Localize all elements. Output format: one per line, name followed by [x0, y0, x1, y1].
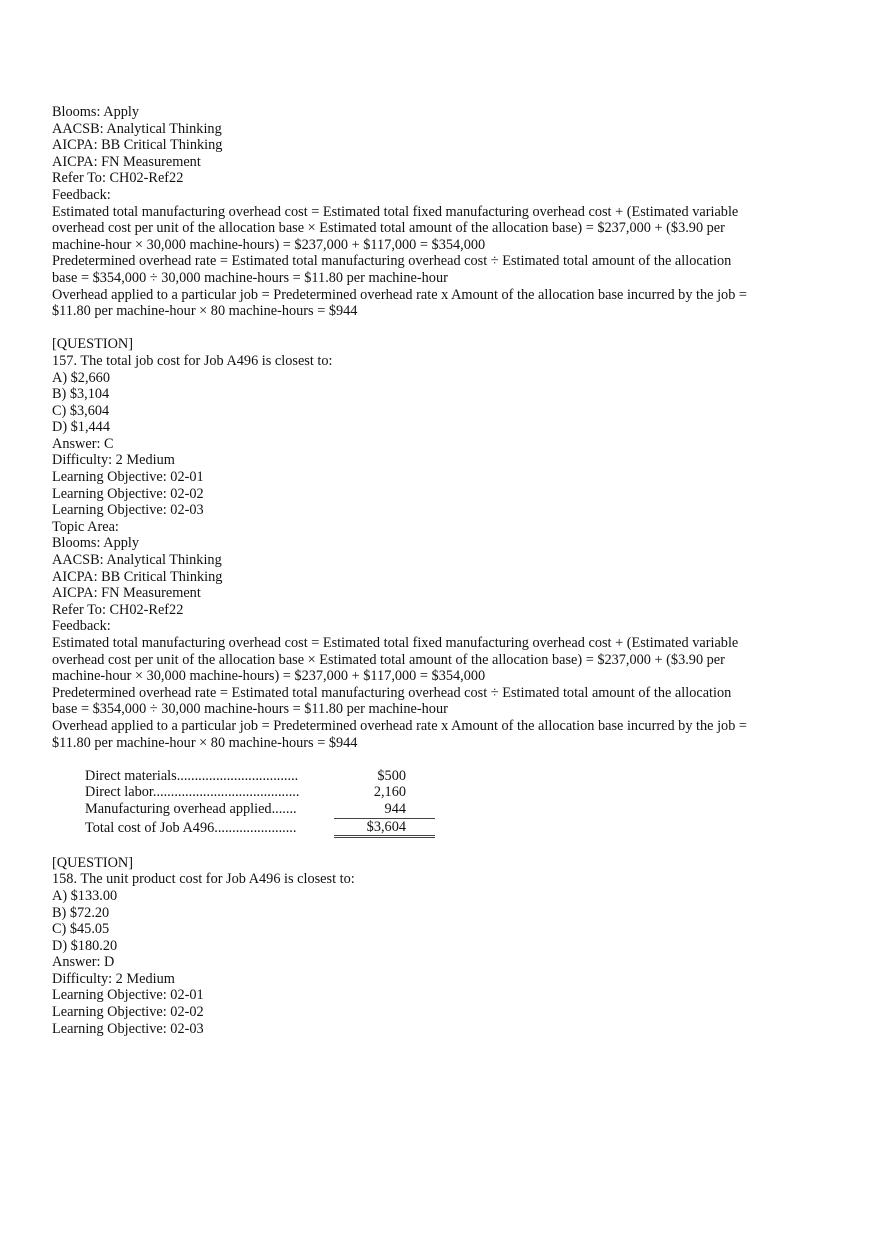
question-tag: [QUESTION] — [52, 854, 133, 871]
feedback-line: Estimated total manufacturing overhead cost = Estimated total fixed manufacturing overhead cost + (Estimated variable — [52, 203, 739, 220]
meta-line: Refer To: CH02-Ref22 — [52, 170, 184, 187]
question-158 — [52, 855, 842, 1038]
learning-objective: Learning Objective: 02-01 — [52, 987, 204, 1004]
cost-amount: 2,160 — [373, 784, 406, 801]
table-row-total — [85, 818, 435, 837]
cost-amount: 944 — [334, 801, 435, 818]
meta-line: AICPA: FN Measurement — [52, 153, 201, 170]
option-d: D) $180.20 — [52, 937, 118, 954]
meta-line: AICPA: BB Critical Thinking — [52, 137, 223, 154]
question-text: 157. The total job cost for Job A496 is closest to: — [52, 352, 333, 369]
feedback-line: machine-hour × 30,000 machine-hours) = $237,000 + $117,000 = $354,000 — [52, 668, 486, 685]
feedback-line: Predetermined overhead rate = Estimated total manufacturing overhead cost ÷ Estimated total amount of the allocation — [52, 253, 732, 270]
question-tag: [QUESTION] — [52, 336, 133, 353]
cost-total-amount: $3,604 — [334, 818, 435, 837]
feedback-line: $11.80 per machine-hour × 80 machine-hours = $944 — [52, 734, 358, 751]
option-c: C) $3,604 — [52, 402, 110, 419]
learning-objective: Learning Objective: 02-02 — [52, 485, 204, 502]
cost-label: Manufacturing overhead applied....... — [85, 801, 297, 818]
feedback-line: overhead cost per unit of the allocation base × Estimated total amount of the allocation base) = $237,000 + ($3.90 per — [52, 651, 725, 668]
meta-line: Topic Area: — [52, 518, 119, 535]
feedback-line: base = $354,000 ÷ 30,000 machine-hours = $11.80 per machine-hour — [52, 269, 448, 286]
meta-line: Refer To: CH02-Ref22 — [52, 601, 184, 618]
feedback-line: Estimated total manufacturing overhead cost = Estimated total fixed manufacturing overhead cost + (Estimated variable — [52, 635, 739, 651]
difficulty: Difficulty: 2 Medium — [52, 970, 175, 987]
spacer — [52, 751, 842, 768]
document-page — [52, 104, 842, 1037]
spacer — [52, 320, 842, 337]
feedback-line: machine-hour × 30,000 machine-hours) = $237,000 + $117,000 = $354,000 — [52, 236, 486, 253]
spacer — [52, 838, 842, 855]
option-b: B) $72.20 — [52, 904, 110, 921]
meta-line: AACSB: Analytical Thinking — [52, 120, 222, 137]
answer: Answer: D — [52, 954, 115, 971]
question-text: 158. The unit product cost for Job A496 is closest to: — [52, 871, 355, 888]
meta-line: AICPA: FN Measurement — [52, 585, 201, 602]
meta-line: AICPA: BB Critical Thinking — [52, 568, 223, 585]
feedback-line: base = $354,000 ÷ 30,000 machine-hours = $11.80 per machine-hour — [52, 701, 448, 718]
meta-line: Blooms: Apply — [52, 104, 139, 120]
option-a: A) $133.00 — [52, 887, 118, 904]
cost-label: Direct materials.................................. — [85, 767, 299, 784]
feedback-line: Predetermined overhead rate = Estimated total manufacturing overhead cost ÷ Estimated total amount of the allocation — [52, 684, 732, 701]
meta-line: Feedback: — [52, 618, 111, 635]
cost-label: Total cost of Job A496....................... — [85, 820, 297, 837]
feedback-line: $11.80 per machine-hour × 80 machine-hours = $944 — [52, 303, 358, 320]
prev-question-feedback — [52, 204, 842, 320]
difficulty: Difficulty: 2 Medium — [52, 452, 175, 469]
feedback-line: Overhead applied to a particular job = Predetermined overhead rate x Amount of the allocation base incurred by the job = — [52, 717, 747, 734]
option-d: D) $1,444 — [52, 419, 110, 436]
table-row — [85, 801, 435, 818]
option-b: B) $3,104 — [52, 386, 110, 403]
option-c: C) $45.05 — [52, 921, 110, 938]
table-row — [85, 784, 435, 801]
learning-objective: Learning Objective: 02-03 — [52, 1020, 204, 1037]
meta-line: AACSB: Analytical Thinking — [52, 552, 222, 569]
table-row — [85, 768, 435, 785]
learning-objective: Learning Objective: 02-02 — [52, 1004, 204, 1021]
question-157 — [52, 336, 842, 838]
job-cost-table — [85, 768, 435, 838]
learning-objective: Learning Objective: 02-03 — [52, 502, 204, 519]
cost-amount: $500 — [377, 767, 406, 784]
meta-line: Feedback: — [52, 186, 111, 203]
feedback-line: overhead cost per unit of the allocation base × Estimated total amount of the allocation base) = $237,000 + ($3.90 per — [52, 220, 725, 237]
learning-objective: Learning Objective: 02-01 — [52, 469, 204, 486]
prev-question-meta — [52, 104, 842, 204]
option-a: A) $2,660 — [52, 369, 110, 386]
feedback-line: Overhead applied to a particular job = Predetermined overhead rate x Amount of the allocation base incurred by the job = — [52, 286, 747, 303]
answer: Answer: C — [52, 435, 114, 452]
meta-line: Blooms: Apply — [52, 535, 139, 552]
cost-label: Direct labor......................................... — [85, 784, 300, 801]
